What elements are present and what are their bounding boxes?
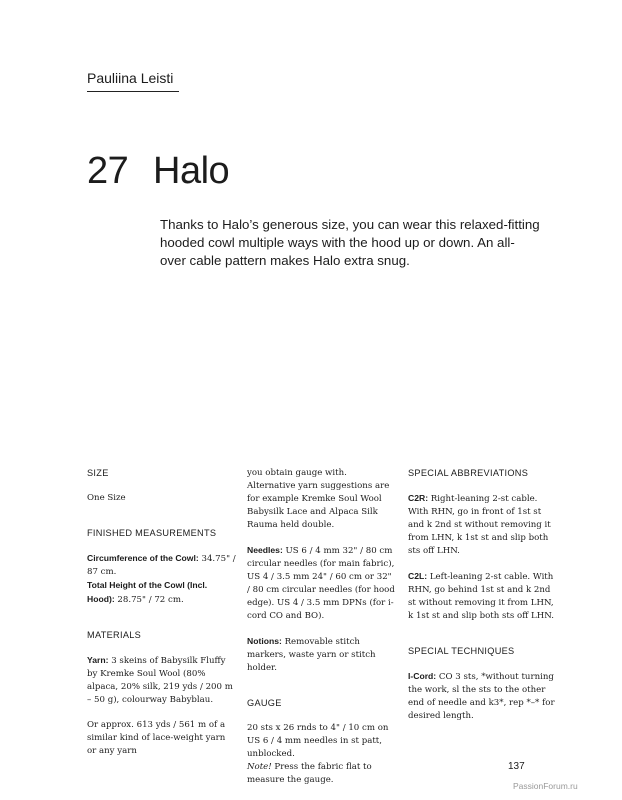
column-2 [247, 467, 397, 799]
gauge-heading: GAUGE [247, 698, 282, 708]
gauge-text: 20 sts x 26 rnds to 4" / 10 cm on US 6 / 4 mm needles in st patt, unblocked. [247, 723, 389, 759]
notions-text: Notions: Removable stitch markers, waste yarn or stitch holder. [247, 636, 376, 673]
abbrev-heading: SPECIAL ABBREVIATIONS [408, 468, 529, 478]
size-heading: SIZE [87, 468, 109, 478]
height-text: Total Height of the Cowl (Incl. Hood): 28.75" / 72 cm. [87, 580, 208, 605]
page-number: 137 [508, 761, 525, 772]
intro-text: Thanks to Halo’s generous size, you can wear this relaxed-fitting hooded cowl multiple ways with the hood up or down. An all-over cable pattern makes Halo extra snug. [160, 217, 540, 268]
pattern-title [87, 150, 229, 193]
techniques-heading: SPECIAL TECHNIQUES [408, 646, 515, 656]
c2r-text: C2R: Right-leaning 2-st cable. With RHN, go in front of 1st st and k 2nd st without removing it from LHN, k 1st st and slip both sts off LHN. [408, 493, 551, 556]
alt-yarn-continued: you obtain gauge with. Alternative yarn suggestions are for example Kremke Soul Wool Babysilk Lace and Alpaca Silk Rauma held double. [247, 468, 390, 530]
needles-text: Needles: US 6 / 4 mm 32" / 80 cm circular needles (for main fabric), US 4 / 3.5 mm 24" / 60 cm or 32" / 80 cm circular needles (for hood edge). US 4 / 3.5 mm DPNs (for i-cord CO and BO). [247, 545, 395, 621]
icord-text: I-Cord: CO 3 sts, *without turning the work, sl the sts to the other end of needle and k3*, rep *–* for desired length. [408, 671, 555, 721]
size-value: One Size [87, 493, 126, 503]
gauge-note: Note! Press the fabric flat to measure the gauge. [247, 762, 372, 785]
pattern-name: Halo [153, 150, 230, 192]
column-1 [87, 465, 237, 770]
author-name: Pauliina Leisti [87, 70, 179, 92]
pattern-number: 27 [87, 150, 129, 192]
circumference-text: Circumference of the Cowl: 34.75" / 87 cm. [87, 553, 236, 577]
finished-heading: FINISHED MEASUREMENTS [87, 528, 217, 538]
yarn-text: Yarn: 3 skeins of Babysilk Fluffy by Kremke Soul Wool (80% alpaca, 20% silk, 219 yds / 200 m – 50 g), colourway Babyblau. [87, 655, 233, 705]
alt-yarn-text: Or approx. 613 yds / 561 m of a similar kind of lace-weight yarn or any yarn [87, 720, 226, 756]
c2l-text: C2L: Left-leaning 2-st cable. With RHN, go behind 1st st and k 2nd st without removing it from LHN, k 1st st and slip both sts off LHN. [408, 571, 554, 621]
materials-heading: MATERIALS [87, 630, 142, 640]
watermark: PassionForum.ru [513, 781, 578, 791]
column-3 [408, 465, 558, 735]
